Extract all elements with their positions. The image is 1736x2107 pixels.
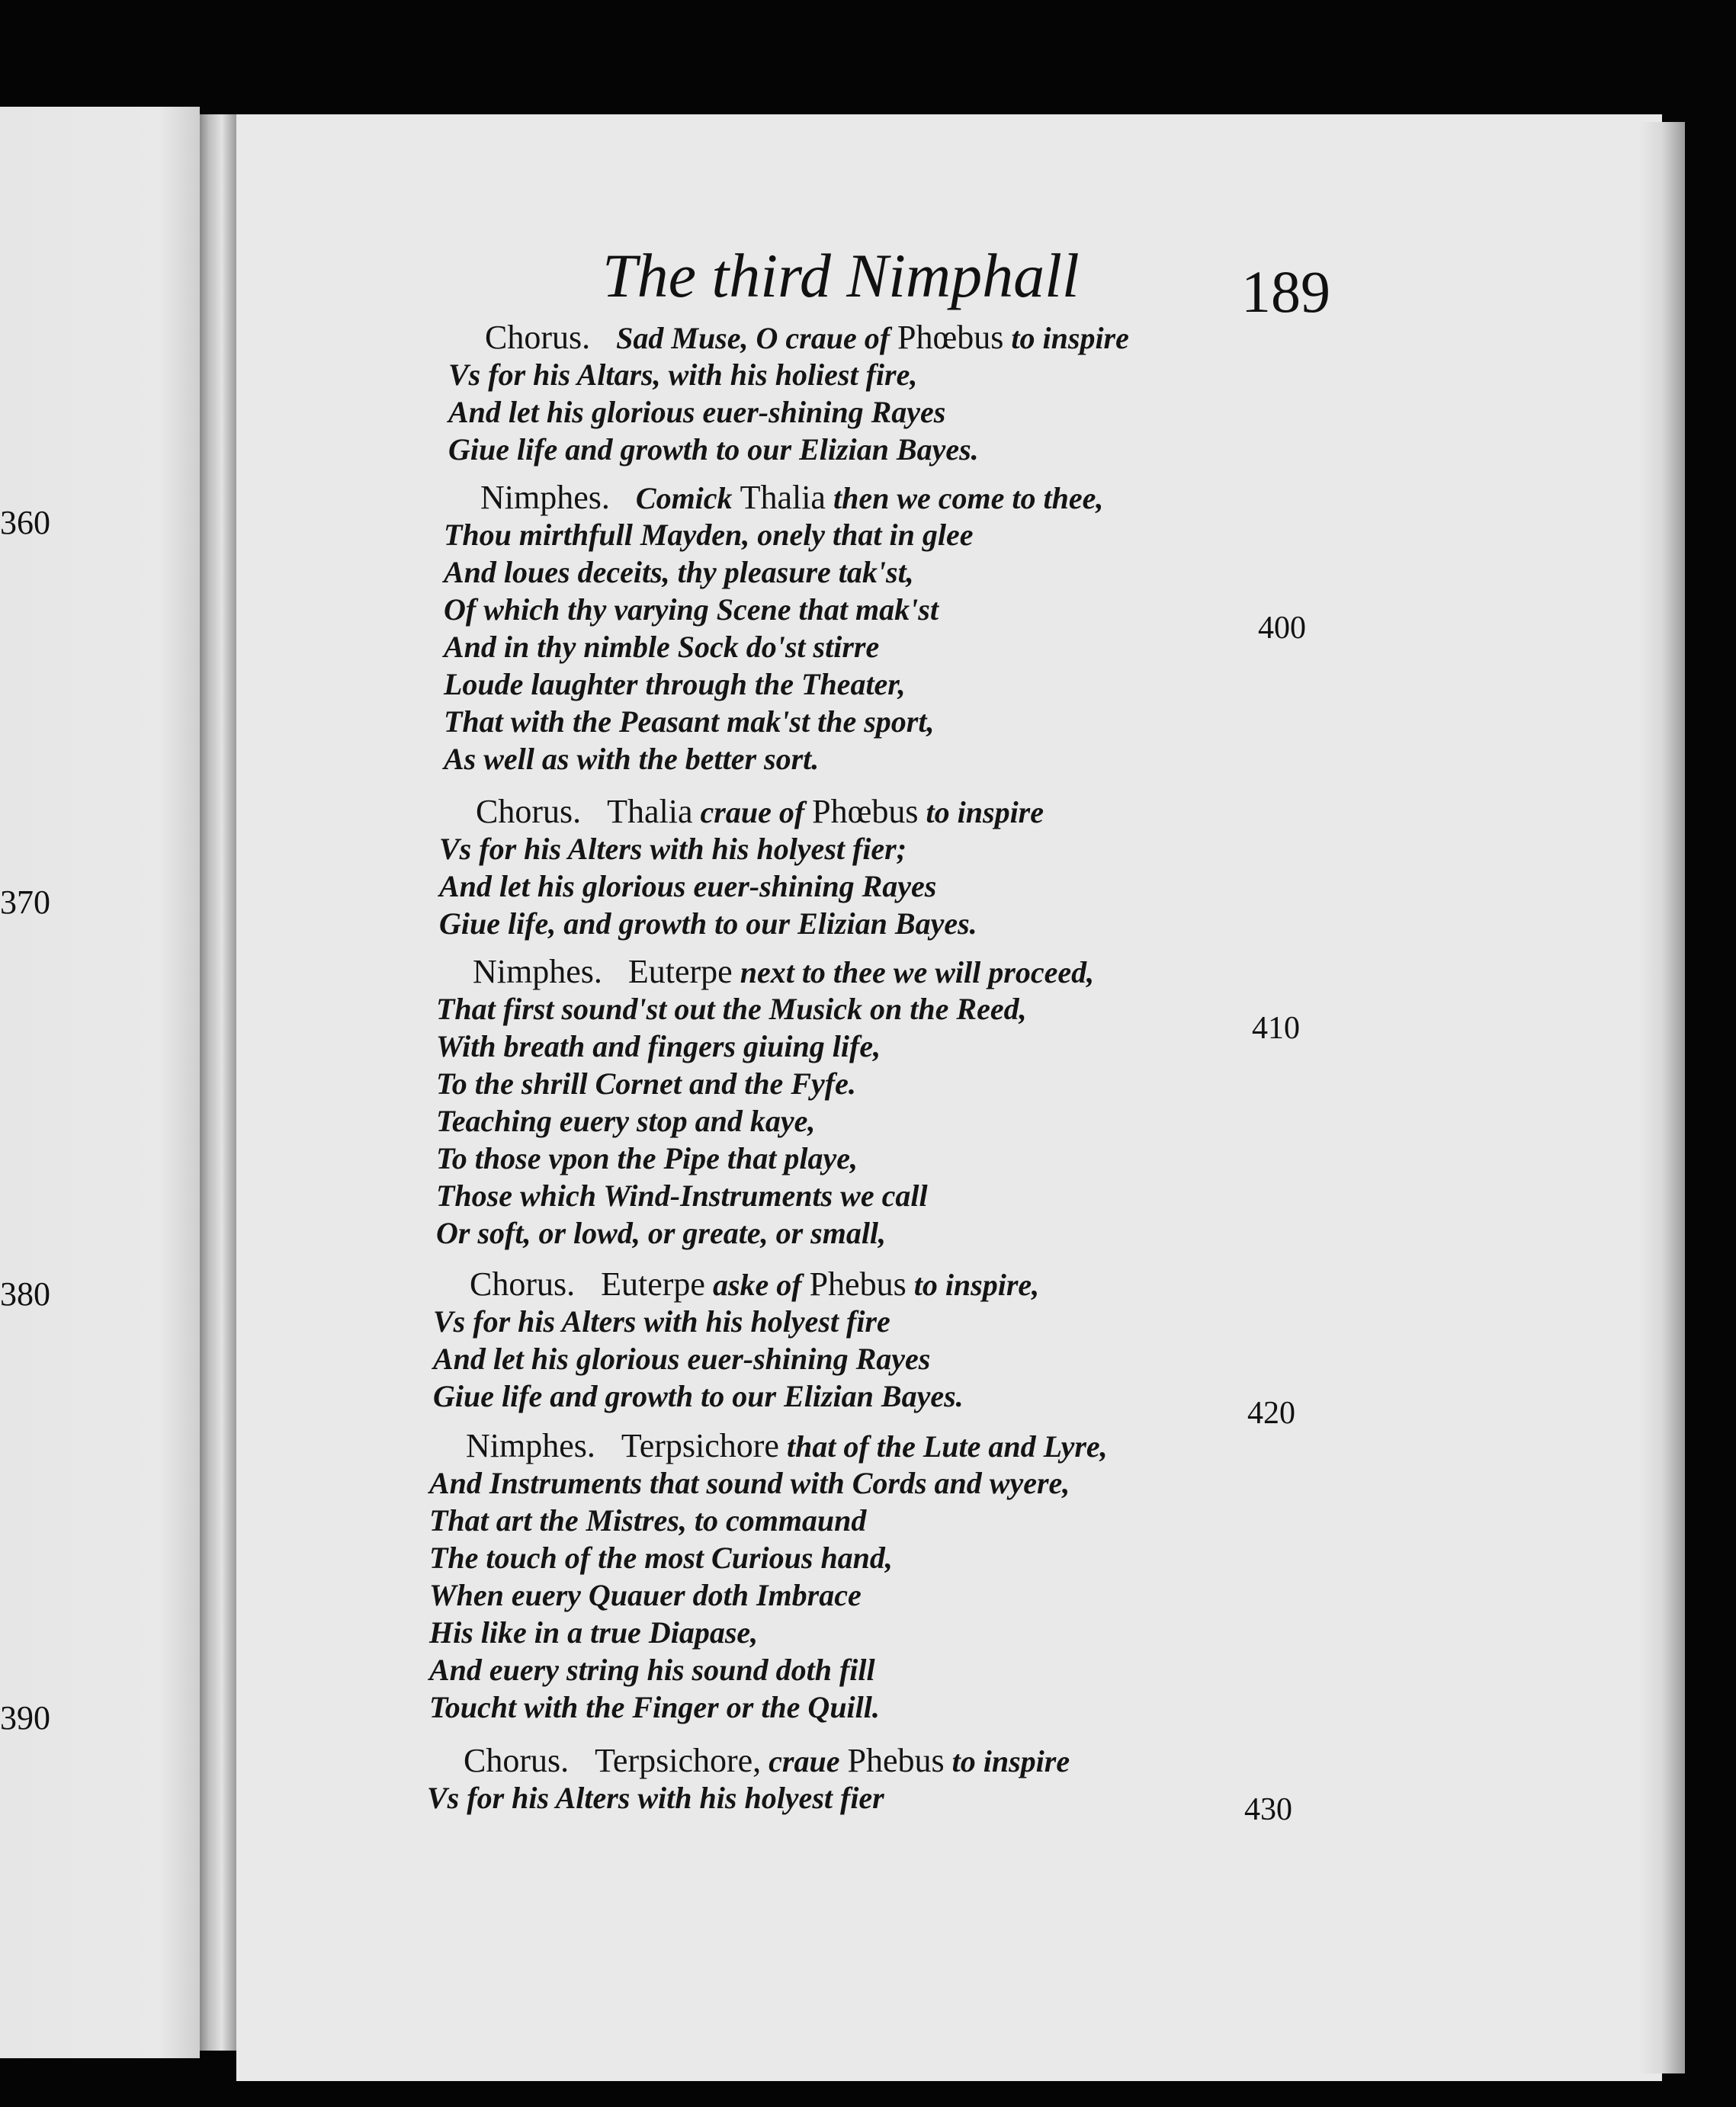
verse-text: That with the Peasant mak'st the sport, — [444, 704, 935, 739]
verse-line — [448, 393, 1129, 431]
page-title: The third Nimphall — [602, 241, 1080, 310]
verse-line — [433, 1265, 1039, 1303]
line-number-right: 430 — [1244, 1792, 1292, 1827]
verse-text: then we come to thee, — [825, 481, 1104, 515]
proper-name: Terpsichore, — [595, 1742, 762, 1779]
verse-line — [439, 867, 1044, 905]
verse-line — [444, 591, 1103, 628]
verse-text: And let his glorious euer-shining Rayes — [439, 869, 937, 903]
line-number-right: 410 — [1252, 1011, 1300, 1046]
line-number-left: 380 — [0, 1275, 50, 1313]
stanza — [444, 479, 1103, 778]
verse-text: Comick — [635, 481, 740, 515]
stanza — [448, 319, 1129, 468]
verse-text: Toucht with the Finger or the Quill. — [429, 1690, 880, 1724]
verse-line — [439, 793, 1044, 830]
verse-text: to inspire — [918, 795, 1044, 829]
verse-text: And euery string his sound doth fill — [429, 1653, 875, 1687]
verse-line — [436, 1065, 1094, 1102]
verse-line — [436, 1028, 1094, 1065]
proper-name: Phœbus — [812, 793, 919, 830]
verse-line — [439, 905, 1044, 942]
verse-line — [448, 431, 1129, 468]
proper-name: Thalia — [607, 793, 693, 830]
verse-line — [444, 628, 1103, 665]
page-edge — [1639, 122, 1685, 2073]
speaker-label: Nimphes. — [480, 479, 610, 516]
speaker-label: Nimphes. — [473, 953, 602, 990]
verse-line — [429, 1688, 1108, 1726]
verse-text: To the shrill Cornet and the Fyfe. — [436, 1066, 856, 1101]
verse-text: craue — [761, 1744, 848, 1778]
verse-text: Giue life and growth to our Elizian Bayes. — [433, 1379, 964, 1413]
proper-name: Thalia — [740, 479, 826, 516]
stanza — [427, 1742, 1070, 1817]
verse-text: Vs for his Alters with his holyest fier — [427, 1781, 884, 1815]
verse-text: And Instruments that sound with Cords and wyere, — [429, 1466, 1070, 1500]
verse-line — [436, 1214, 1094, 1252]
verse-text: Giue life and growth to our Elizian Bayes. — [448, 432, 979, 467]
line-number-left: 390 — [0, 1699, 50, 1737]
verse-line — [444, 479, 1103, 516]
verse-text: And in thy nimble Sock do'st stirre — [444, 630, 880, 664]
verse-line — [436, 1102, 1094, 1140]
verse-text: To those vpon the Pipe that playe, — [436, 1141, 858, 1175]
verse-text: to inspire, — [906, 1268, 1040, 1302]
verse-line — [448, 319, 1129, 356]
speaker-label: Nimphes. — [466, 1427, 595, 1464]
verse-line — [429, 1614, 1108, 1651]
verse-text: As well as with the better sort. — [444, 742, 820, 776]
verse-text: Sad Muse, O craue of — [616, 321, 898, 355]
verse-line — [429, 1576, 1108, 1614]
verse-line — [448, 356, 1129, 393]
verse-line — [427, 1779, 1070, 1817]
verse-text: craue of — [692, 795, 813, 829]
verse-line — [427, 1742, 1070, 1779]
verse-line — [444, 740, 1103, 778]
proper-name: Phœbus — [897, 319, 1004, 356]
verse-text: Teaching euery stop and kaye, — [436, 1104, 816, 1138]
verse-line — [429, 1651, 1108, 1688]
verse-text: His like in a true Diapase, — [429, 1615, 759, 1650]
verse-text: The touch of the most Curious hand, — [429, 1541, 893, 1575]
line-number-right: 420 — [1247, 1396, 1295, 1431]
verse-line — [439, 830, 1044, 867]
verse-line — [429, 1464, 1108, 1502]
verse-line — [433, 1340, 1039, 1377]
verse-line — [433, 1303, 1039, 1340]
verse-text: Vs for his Alters with his holyest fire — [433, 1304, 890, 1339]
stanza — [436, 953, 1094, 1252]
verse-text: And let his glorious euer-shining Rayes — [433, 1342, 931, 1376]
verse-line — [444, 665, 1103, 703]
stanza — [429, 1427, 1108, 1726]
proper-name: Euterpe — [601, 1265, 705, 1303]
verse-text: Those which Wind-Instruments we call — [436, 1179, 928, 1213]
proper-name: Euterpe — [627, 953, 733, 990]
verse-line — [433, 1377, 1039, 1415]
verse-text: Of which thy varying Scene that mak'st — [444, 592, 939, 627]
book-gutter — [200, 114, 236, 2051]
verse-text: That art the Mistres, to commaund — [429, 1503, 867, 1538]
verse-text: And let his glorious euer-shining Rayes — [448, 395, 946, 429]
verse-line — [444, 553, 1103, 591]
verse-text: Thou mirthfull Mayden, onely that in glee — [444, 518, 974, 552]
verse-line — [436, 953, 1094, 990]
verse-text: With breath and fingers giuing life, — [436, 1029, 881, 1063]
left-page — [0, 107, 200, 2058]
verse-text: to inspire — [1003, 321, 1129, 355]
verse-text: And loues deceits, thy pleasure tak'st, — [444, 555, 914, 589]
verse-text: Vs for his Altars, with his holiest fire, — [448, 358, 918, 392]
verse-text: aske of — [704, 1268, 810, 1302]
proper-name: Terpsichore — [621, 1427, 779, 1464]
page-number: 189 — [1241, 258, 1330, 325]
verse-line — [436, 1140, 1094, 1177]
verse-text: Or soft, or lowd, or greate, or small, — [436, 1216, 887, 1250]
line-number-right: 400 — [1258, 611, 1306, 646]
verse-text: That first sound'st out the Musick on the Reed, — [436, 992, 1027, 1026]
speaker-label: Chorus. — [476, 793, 582, 830]
verse-text: When euery Quauer doth Imbrace — [429, 1578, 862, 1612]
stanza — [433, 1265, 1039, 1415]
verse-line — [436, 990, 1094, 1028]
verse-text: next to thee we will proceed, — [732, 955, 1095, 989]
verse-line — [429, 1502, 1108, 1539]
verse-line — [444, 703, 1103, 740]
verse-line — [429, 1427, 1108, 1464]
verse-text: Giue life, and growth to our Elizian Bayes. — [439, 906, 977, 941]
verse-text: Loude laughter through the Theater, — [444, 667, 906, 701]
stanza — [439, 793, 1044, 942]
speaker-label: Chorus. — [470, 1265, 576, 1303]
verse-text: Vs for his Alters with his holyest fier; — [439, 832, 907, 866]
verse-text: to inspire — [944, 1744, 1070, 1778]
proper-name: Phebus — [847, 1742, 945, 1779]
verse-line — [436, 1177, 1094, 1214]
proper-name: Phebus — [809, 1265, 907, 1303]
verse-line — [429, 1539, 1108, 1576]
verse-line — [444, 516, 1103, 553]
speaker-label: Chorus. — [464, 1742, 570, 1779]
line-number-left: 370 — [0, 884, 50, 921]
verse-text: that of the Lute and Lyre, — [778, 1429, 1108, 1464]
speaker-label: Chorus. — [485, 319, 591, 356]
line-number-left: 360 — [0, 504, 50, 541]
